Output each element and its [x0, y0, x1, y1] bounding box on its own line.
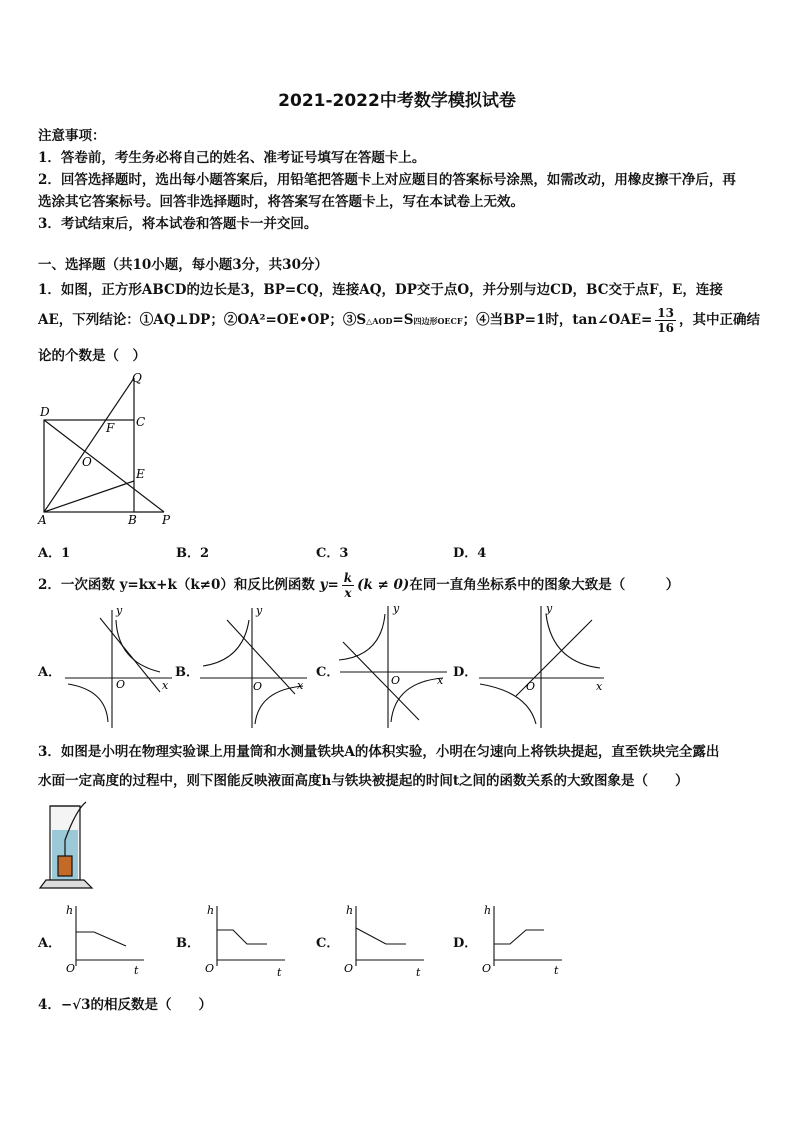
label-b: B [128, 513, 137, 527]
q3-line2: 水面一定高度的过程中，则下图能反映液面高度h与铁块被提起的时间t之间的函数关系的大致图象是（ ） [38, 773, 689, 789]
notice-item: 2．回答选择题时，选出每小题答案后，用铅笔把答题卡上对应题目的答案标号涂黑，如需改动，用橡皮擦干净后，再 [38, 172, 736, 188]
axis-t-label: t [277, 966, 282, 978]
q2-pre: 2．一次函数 y=kx+k（k≠0）和反比例函数 [38, 577, 315, 593]
q2-condition: (k ≠ 0) [357, 577, 410, 593]
q3-graph-d [480, 898, 570, 978]
q3-option-a[interactable]: A． [38, 936, 62, 951]
q3-graph-c [342, 898, 432, 978]
q1-frac-den: 16 [657, 321, 674, 335]
q1-text-a: AE，下列结论：①AQ⊥DP；②OA²=OE•OP；③S [38, 312, 367, 328]
axis-y-label: y [546, 602, 553, 615]
origin-label: O [66, 962, 76, 975]
graph-line [494, 930, 544, 944]
axis-t-label: t [134, 964, 139, 977]
q2-graph-d [474, 600, 609, 730]
q2-line [38, 571, 679, 600]
iron-block [58, 856, 72, 876]
axis-y-label: y [393, 602, 400, 615]
hyperbola-branch [339, 614, 385, 660]
origin-label: O [116, 678, 126, 691]
q3-option-c[interactable]: C． [316, 936, 340, 951]
axis-y-label: y [116, 604, 123, 617]
line-ae [44, 481, 134, 512]
axis-t-label: t [416, 966, 421, 978]
q1-line2 [38, 306, 760, 335]
q2-frac-den: x [344, 586, 352, 600]
q3-option-d[interactable]: D． [453, 936, 478, 951]
graph-line [356, 928, 406, 944]
label-q: Q [132, 371, 142, 385]
axis-h-label: h [66, 904, 74, 917]
q1-sub1: △AOD [366, 316, 393, 326]
page-title: 2021-2022中考数学模拟试卷 [278, 91, 516, 111]
notice-item: 3．考试结束后，将本试卷和答题卡一并交回。 [38, 216, 318, 232]
q3-graph-b [203, 898, 293, 978]
label-e: E [136, 467, 145, 481]
q1-sub2: 四边形OECF [413, 316, 463, 326]
q3-option-b[interactable]: B． [176, 936, 200, 951]
origin-label: O [253, 680, 263, 693]
notice-item: 1．答卷前，考生务必将自己的姓名、准考证号填写在答题卡上。 [38, 150, 426, 166]
q1-line3: 论的个数是（ ） [38, 348, 146, 364]
label-c: C [136, 415, 146, 429]
q4-pre: 4． [38, 997, 61, 1013]
origin-label: O [205, 962, 215, 975]
axis-h-label: h [484, 904, 492, 917]
q2-fraction [342, 571, 354, 600]
origin-label: O [482, 962, 492, 975]
origin-label: O [344, 962, 354, 975]
q3-cylinder-figure [36, 800, 96, 892]
q1-text-b: =S [392, 312, 414, 328]
q4-post: 的相反数是（ ） [90, 997, 212, 1013]
q2-option-b[interactable]: B． [175, 665, 199, 680]
axis-h-label: h [346, 904, 354, 917]
q4-expr: −√3 [60, 997, 91, 1013]
hyperbola-branch [203, 620, 249, 666]
notice-item: 选涂其它答案标号。回答非选择题时，将答案写在答题卡上，写在本试卷上无效。 [38, 194, 524, 210]
axis-t-label: t [554, 964, 559, 977]
section-heading: 一、选择题（共10小题，每小题3分，共30分） [38, 257, 328, 273]
q1-frac-num: 13 [657, 306, 674, 320]
q2-post: 在同一直角坐标系中的图象大致是（ ） [409, 577, 680, 593]
label-d: D [40, 405, 50, 419]
q1-option-d[interactable]: D．4 [453, 546, 487, 561]
q2-frac-num: k [343, 571, 353, 585]
q1-text-c: ；④当BP=1时，tan∠OAE= [462, 312, 653, 328]
q1-option-b[interactable]: B．2 [176, 546, 210, 561]
q2-option-d[interactable]: D． [453, 665, 478, 680]
axis-x-label: x [596, 680, 603, 693]
origin-label: O [391, 674, 401, 687]
axis-x-label: x [297, 679, 304, 692]
q1-option-c[interactable]: C．3 [316, 546, 349, 561]
axis-x-label: x [162, 679, 169, 692]
q2-graph-b [195, 600, 310, 730]
graph-line [217, 930, 267, 944]
q2-graph-a [60, 600, 175, 730]
label-a: A [38, 513, 47, 527]
axis-x-label: x [437, 674, 444, 687]
q2-func-y: y [319, 577, 328, 593]
origin-label: O [526, 680, 536, 693]
hyperbola-branch [546, 614, 600, 668]
line-graph [100, 618, 160, 692]
hyperbola-branch [68, 684, 108, 722]
label-o: O [82, 455, 92, 469]
notice-heading: 注意事项： [38, 128, 106, 144]
hyperbola-branch [255, 686, 303, 724]
axis-y-label: y [256, 604, 263, 617]
q4-line [38, 993, 212, 1013]
q1-figure [34, 370, 184, 530]
q2-option-c[interactable]: C． [316, 665, 340, 680]
axis-h-label: h [207, 904, 215, 917]
q2-func-eq: = [327, 577, 339, 593]
q1-line1: 1．如图，正方形ABCD的边长是3，BP=CQ，连接AQ，DP交于点O，并分别与边CD，BC交于点F，E，连接 [38, 282, 723, 298]
label-f: F [106, 421, 115, 435]
label-p: P [162, 513, 171, 527]
line-dp [44, 420, 164, 512]
q1-text-d: ，其中正确结 [679, 312, 760, 328]
graph-line [76, 932, 126, 946]
q1-option-a[interactable]: A．1 [38, 546, 71, 561]
q2-option-a[interactable]: A． [38, 665, 62, 680]
line-aq [44, 378, 134, 512]
q1-fraction [655, 306, 676, 335]
line-graph [343, 642, 419, 720]
q3-line1: 3．如图是小明在物理实验课上用量筒和水测量铁块A的体积实验，小明在匀速向上将铁块提起，直至铁块完全露出 [38, 744, 720, 760]
q3-graph-a [62, 898, 152, 978]
q2-graph-c [335, 600, 450, 730]
